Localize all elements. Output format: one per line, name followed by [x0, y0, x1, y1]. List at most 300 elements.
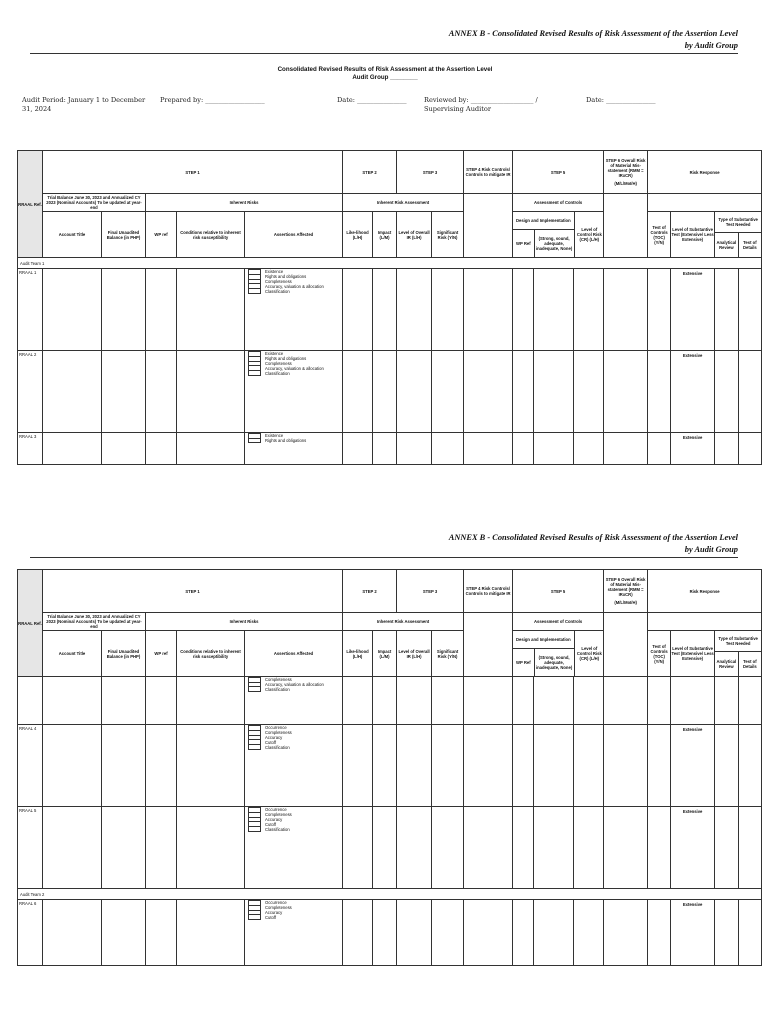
ira-header-text: Inherent Risk Assessment: [376, 200, 430, 205]
design-rating-cell[interactable]: [534, 807, 574, 889]
level-substantive-cell[interactable]: [671, 725, 715, 807]
conditions-cell[interactable]: [177, 900, 245, 966]
header-rule-2: [30, 557, 738, 558]
conditions-header-text: Conditions relative to inherent risk susceptibility: [180, 229, 241, 240]
likelihood-cell[interactable]: [343, 677, 373, 725]
inherent-risks-header-text: Inherent Risks: [229, 200, 259, 205]
toc-header: [648, 212, 671, 258]
tod-cell[interactable]: [739, 677, 762, 725]
rraal-ref-text: RRAAL 5: [19, 808, 37, 813]
assertion-checkbox[interactable]: [248, 438, 261, 444]
assertion-label: Accuracy: [265, 735, 283, 740]
date-field-1: Date: _______________: [337, 96, 407, 104]
assertion-label: Accuracy: [265, 817, 283, 822]
annex-title-line: ANNEX B - Consolidated Revised Results of Risk Assessment of the Assertion Level: [448, 29, 738, 38]
significant-risk-cell[interactable]: [432, 433, 464, 465]
account-title-header: [43, 631, 102, 677]
assertion-checkbox[interactable]: [248, 914, 261, 920]
level-substantive-cell[interactable]: [671, 351, 715, 433]
tod-cell[interactable]: [739, 900, 762, 966]
overall-ir-cell[interactable]: [397, 677, 432, 725]
conditions-header: [177, 631, 245, 677]
type-st-subheaders: [715, 631, 762, 677]
table-2-body: [18, 677, 762, 966]
trial-balance-header: [43, 613, 146, 631]
step4-cell[interactable]: [464, 433, 513, 465]
level-substantive-cell[interactable]: [671, 900, 715, 966]
rraal-ref-text: RRAAL 2: [19, 352, 37, 357]
impact-cell[interactable]: [373, 900, 397, 966]
account-title-header: [43, 212, 102, 258]
type-st-header: [715, 631, 761, 651]
toc-cell[interactable]: [648, 269, 671, 351]
design-rating-cell[interactable]: [534, 725, 574, 807]
tod-text: Test of Details: [743, 658, 757, 669]
step4-header: [464, 151, 513, 194]
assertion-label: Completeness: [265, 361, 292, 366]
impact-header: [373, 631, 397, 677]
level-cr-cell[interactable]: [574, 900, 604, 966]
tod-header: [738, 651, 761, 676]
assertion-label: Classification: [265, 745, 290, 750]
step2-header: [343, 151, 397, 194]
rraal-ref-cell: [18, 900, 43, 966]
conditions-cell[interactable]: [177, 351, 245, 433]
assertion-list: [245, 807, 342, 832]
final-unaudited-header-text: Final Unaudited Balance (in PHP): [106, 229, 141, 240]
header-row-steps: [18, 151, 762, 194]
significant-risk-header: [432, 631, 464, 677]
wp-ref5-header: [513, 229, 534, 257]
overall-ir-cell[interactable]: [397, 725, 432, 807]
design-rating-cell[interactable]: [534, 351, 574, 433]
prepared-by: Prepared by: __________________: [160, 96, 265, 104]
impact-cell[interactable]: [373, 807, 397, 889]
step4-cell[interactable]: [464, 725, 513, 807]
design-rating-cell[interactable]: [534, 269, 574, 351]
conditions-cell[interactable]: [177, 807, 245, 889]
lost-header: [671, 212, 715, 258]
step1-header: [43, 151, 343, 194]
analytical-cell[interactable]: [715, 351, 739, 433]
step5-subheaders: [513, 631, 604, 677]
overall-ir-cell[interactable]: [397, 269, 432, 351]
aoc-header: [513, 613, 604, 631]
likelihood-header-text: Like-lihood (L/H): [346, 648, 369, 659]
response-text: Extensive: [682, 727, 703, 732]
level-substantive-cell[interactable]: [671, 269, 715, 351]
design-rating-cell[interactable]: [534, 900, 574, 966]
title-line-1: Consolidated Revised Results of Risk Assessment at the Assertion Level: [277, 66, 493, 73]
assertions-header-text: Assertions Affected: [273, 232, 314, 237]
design-impl-row: [513, 212, 604, 229]
wp-ref5-cell[interactable]: [513, 351, 534, 433]
annex-group-line: by Audit Group: [684, 545, 738, 554]
conditions-header: [177, 212, 245, 258]
assertion-checkbox[interactable]: [248, 744, 261, 750]
final-unaudited-cell[interactable]: [102, 269, 146, 351]
final-unaudited-cell[interactable]: [102, 433, 146, 465]
audit-period-line-2: 31, 2024: [22, 105, 52, 113]
rraal-ref-cell: [18, 725, 43, 807]
audit-team-label: [18, 889, 762, 900]
final-unaudited-cell[interactable]: [102, 900, 146, 966]
account-title-cell[interactable]: [43, 677, 102, 725]
impact-header-text: Impact (L/M): [377, 648, 392, 659]
step6-header-text: STEP 6 Overall Risk of Material Mis-statement (RMM = IRxCR): [605, 158, 646, 178]
level-cr-cell[interactable]: [574, 269, 604, 351]
analytical-cell[interactable]: [715, 900, 739, 966]
rmm-cell[interactable]: [604, 269, 648, 351]
toc-cell[interactable]: [648, 807, 671, 889]
inherent-risks-header: [146, 613, 343, 631]
design-impl-text: Design and Implementation: [515, 636, 571, 642]
likelihood-header: [343, 631, 373, 677]
level-cr-cell[interactable]: [574, 725, 604, 807]
likelihood-cell[interactable]: [343, 725, 373, 807]
step1-header-text: STEP 1: [185, 588, 200, 594]
type-st-row: [715, 631, 761, 651]
tod-text: Test of Details: [743, 239, 757, 250]
rraal-row: [18, 433, 762, 465]
step6-scale: (M/L/MoI/H): [614, 181, 637, 186]
likelihood-header-text: Like-lihood (L/H): [346, 229, 369, 240]
annex-heading-2: [449, 532, 738, 556]
conditions-cell[interactable]: [177, 433, 245, 465]
lost-header-text: Level of Substantive Test (Extensive/ Less Extensive): [671, 646, 714, 661]
type-st-subheaders: [715, 212, 762, 258]
assertion-label: Accuracy: [265, 910, 283, 915]
checkbox-column: [245, 351, 261, 376]
significant-risk-cell[interactable]: [432, 725, 464, 807]
wp-ref5-text: WP Ref: [516, 240, 531, 246]
rmm-cell[interactable]: [604, 433, 648, 465]
toc-cell[interactable]: [648, 351, 671, 433]
level-cr-header: [574, 212, 604, 257]
step5-subheaders: [513, 212, 604, 258]
response-text: Extensive: [682, 809, 703, 814]
checkbox-column: [245, 725, 261, 750]
type-st-text: Type of Substantive Test Needed: [718, 635, 758, 646]
type-st-subtable: [715, 212, 761, 257]
table-1-body: [18, 258, 762, 465]
trial-balance-header-text: Trial Balance June 30, 2023 and Annualized CY 2023 (Nominal Accounts) To be updated at year-end: [46, 195, 142, 210]
assertions-cell: [245, 433, 343, 465]
step2-header: [343, 570, 397, 613]
wp-ref-cell[interactable]: [146, 807, 177, 889]
impact-cell[interactable]: [373, 351, 397, 433]
rmm-cell[interactable]: [604, 807, 648, 889]
assertions-cell: [245, 900, 343, 966]
step2-header-text: STEP 2: [362, 169, 377, 175]
final-unaudited-cell[interactable]: [102, 677, 146, 725]
rmm-cell[interactable]: [604, 900, 648, 966]
impact-header: [373, 212, 397, 258]
date-field-2: Date: _______________: [586, 96, 656, 104]
rraal-row: [18, 900, 762, 966]
overall-ir-cell[interactable]: [397, 351, 432, 433]
assertion-label: Rights and obligations: [265, 438, 307, 443]
ar-tod-row: [715, 651, 761, 676]
step5-header: [513, 151, 604, 194]
account-title-header-text: Account Title: [58, 651, 86, 656]
assertion-label: Existence: [265, 433, 284, 438]
assertion-labels: [261, 677, 342, 692]
level-cr-header: [574, 631, 604, 676]
assertion-labels: [261, 900, 342, 920]
design-impl-row: [513, 631, 604, 648]
design-impl-text: Design and Implementation: [515, 217, 571, 223]
step1-header: [43, 570, 343, 613]
rmm-cell[interactable]: [604, 725, 648, 807]
step5-header-text: STEP 5: [550, 588, 566, 594]
strong-text: (Strong, sound, adequate, inadequate, None): [535, 235, 573, 251]
type-st-text: Type of Substantive Test Needed: [718, 216, 758, 227]
final-unaudited-cell[interactable]: [102, 351, 146, 433]
rraal-ref-text: RRAAL 4: [19, 726, 37, 731]
wp-ref-header-text: WP ref: [154, 651, 168, 656]
final-unaudited-header: [102, 631, 146, 677]
assertion-labels: [261, 433, 342, 443]
wp-ref5-cell[interactable]: [513, 900, 534, 966]
wp-ref-cell[interactable]: [146, 433, 177, 465]
account-title-cell[interactable]: [43, 807, 102, 889]
assertion-label: Accuracy, valuation & allocation: [265, 682, 324, 687]
annex-group-line: by Audit Group: [684, 41, 738, 50]
risk-response-blank: [648, 613, 762, 631]
wp-ref-cell[interactable]: [146, 725, 177, 807]
significant-risk-header-text: Significant Risk (Y/N): [436, 648, 459, 659]
assertion-label: Completeness: [265, 812, 292, 817]
inherent-risks-header-text: Inherent Risks: [229, 619, 259, 624]
tod-cell[interactable]: [739, 269, 762, 351]
tod-cell[interactable]: [739, 351, 762, 433]
significant-risk-cell[interactable]: [432, 807, 464, 889]
step6-scale: (M/L/MoI/H): [614, 600, 637, 605]
overall-ir-header-text: Level of Overall IR (L/H): [398, 229, 430, 240]
analytical-header: [715, 651, 738, 676]
rraal-ref-header: [18, 570, 43, 677]
level-cr-cell[interactable]: [574, 433, 604, 465]
assertion-labels: [261, 351, 342, 376]
likelihood-cell[interactable]: [343, 269, 373, 351]
assertion-label: Existence: [265, 269, 284, 274]
assertion-checkbox[interactable]: [248, 370, 261, 376]
audit-team-row: [18, 258, 762, 269]
rraal-ref-cell: [18, 351, 43, 433]
audit-period-line-1: Audit Period: January 1 to December: [22, 96, 146, 104]
conditions-cell[interactable]: [177, 677, 245, 725]
level-substantive-cell[interactable]: [671, 677, 715, 725]
rraal-ref-cell: [18, 433, 43, 465]
rraal-ref-header: [18, 151, 43, 258]
significant-risk-cell[interactable]: [432, 900, 464, 966]
audit-team-row: [18, 889, 762, 900]
level-cr-cell[interactable]: [574, 351, 604, 433]
wp-ref-cell[interactable]: [146, 269, 177, 351]
analytical-text: Analytical Review: [716, 658, 737, 669]
type-st-row: [715, 212, 761, 232]
impact-cell[interactable]: [373, 269, 397, 351]
step2-header-text: STEP 2: [362, 588, 377, 594]
likelihood-cell[interactable]: [343, 433, 373, 465]
step4-cell[interactable]: [464, 677, 513, 725]
wp-ref-cell[interactable]: [146, 900, 177, 966]
assertion-label: Accuracy, valuation & allocation: [265, 284, 324, 289]
final-unaudited-cell[interactable]: [102, 807, 146, 889]
checkbox-column: [245, 433, 261, 443]
step4-cell[interactable]: [464, 900, 513, 966]
wp-ref-cell[interactable]: [146, 351, 177, 433]
trial-balance-header: [43, 194, 146, 212]
significant-risk-cell[interactable]: [432, 351, 464, 433]
step4-header-text: STEP 4 Risk Controls/ Controls to mitigate IR: [465, 167, 511, 177]
rraal-row: [18, 269, 762, 351]
analytical-cell[interactable]: [715, 725, 739, 807]
audit-team-label-text: Audit Team 2: [20, 891, 45, 897]
assertions-header-text: Assertions Affected: [273, 651, 314, 656]
risk-response-header-text: Risk Response: [689, 169, 720, 175]
checkbox-column: [245, 900, 261, 920]
reviewed-by-line: Reviewed by: ___________________ /: [424, 96, 538, 104]
assertion-label: Occurrence: [265, 725, 287, 730]
account-title-cell[interactable]: [43, 900, 102, 966]
overall-ir-cell[interactable]: [397, 433, 432, 465]
step4-cell[interactable]: [464, 807, 513, 889]
assertions-cell: [245, 807, 343, 889]
overall-ir-header: [397, 212, 432, 258]
risk-assessment-table-1: [17, 150, 762, 465]
wp-ref-cell[interactable]: [146, 677, 177, 725]
rraal-row: [18, 351, 762, 433]
analytical-cell[interactable]: [715, 677, 739, 725]
account-title-cell[interactable]: [43, 725, 102, 807]
level-cr-cell[interactable]: [574, 677, 604, 725]
wp-ref5-cell[interactable]: [513, 433, 534, 465]
tod-cell[interactable]: [739, 433, 762, 465]
rraal-ref-text: RRAAL 6: [19, 901, 37, 906]
toc-cell[interactable]: [648, 725, 671, 807]
assertion-label: Accuracy, valuation & allocation: [265, 366, 324, 371]
analytical-cell[interactable]: [715, 433, 739, 465]
step3-header: [397, 570, 464, 613]
analytical-cell[interactable]: [715, 269, 739, 351]
assertion-label: Classification: [265, 289, 290, 294]
impact-cell[interactable]: [373, 433, 397, 465]
assertion-checkbox[interactable]: [248, 288, 261, 294]
wp-ref5-cell[interactable]: [513, 807, 534, 889]
assertion-labels: [261, 725, 342, 750]
risk-response-header: [648, 151, 762, 194]
final-unaudited-cell[interactable]: [102, 725, 146, 807]
strong-header: [534, 229, 574, 257]
toc-cell[interactable]: [648, 677, 671, 725]
assertion-list: [245, 269, 342, 294]
rraal-ref-cell: [18, 269, 43, 351]
impact-cell[interactable]: [373, 725, 397, 807]
likelihood-cell[interactable]: [343, 351, 373, 433]
tod-cell[interactable]: [739, 725, 762, 807]
step5-header-text: STEP 5: [550, 169, 566, 175]
design-rating-cell[interactable]: [534, 677, 574, 725]
level-cr-cell[interactable]: [574, 807, 604, 889]
step6-blank: [604, 613, 648, 677]
assertions-header: [245, 631, 343, 677]
wp-ref-header: [146, 212, 177, 258]
reviewed-by: [424, 96, 538, 114]
assertion-checkbox[interactable]: [248, 826, 261, 832]
table-1-header: [18, 151, 762, 258]
final-unaudited-header: [102, 212, 146, 258]
assertion-label: Existence: [265, 351, 284, 356]
wp-ref5-cell[interactable]: [513, 269, 534, 351]
rmm-cell[interactable]: [604, 677, 648, 725]
rraal-row: [18, 725, 762, 807]
significant-risk-cell[interactable]: [432, 677, 464, 725]
wp-ref5-cell[interactable]: [513, 725, 534, 807]
tod-cell[interactable]: [739, 807, 762, 889]
toc-cell[interactable]: [648, 900, 671, 966]
assertion-label: Classification: [265, 827, 290, 832]
significant-risk-cell[interactable]: [432, 269, 464, 351]
conditions-cell[interactable]: [177, 269, 245, 351]
assertion-labels: [261, 807, 342, 832]
level-cr-text: Level of Control Risk (CR) (L/H): [576, 646, 602, 661]
assertion-label: Occurrence: [265, 807, 287, 812]
overall-ir-header-text: Level of Overall IR (L/H): [398, 648, 430, 659]
level-substantive-cell[interactable]: [671, 433, 715, 465]
impact-cell[interactable]: [373, 677, 397, 725]
account-title-cell[interactable]: [43, 433, 102, 465]
likelihood-cell[interactable]: [343, 900, 373, 966]
risk-response-header: [648, 570, 762, 613]
ira-header-text: Inherent Risk Assessment: [376, 619, 430, 624]
assertion-list: [245, 677, 342, 692]
step4-cell[interactable]: [464, 269, 513, 351]
analytical-text: Analytical Review: [716, 239, 737, 250]
likelihood-cell[interactable]: [343, 807, 373, 889]
document-title: [230, 66, 540, 82]
assertion-checkbox[interactable]: [248, 686, 261, 692]
design-rating-cell[interactable]: [534, 433, 574, 465]
account-title-cell[interactable]: [43, 351, 102, 433]
analytical-cell[interactable]: [715, 807, 739, 889]
overall-ir-cell[interactable]: [397, 900, 432, 966]
rraal-ref-header-text: RRAAL Ref.: [18, 201, 42, 207]
checkbox-column: [245, 677, 261, 692]
wp-ref5-text: WP Ref: [516, 659, 531, 665]
response-text: Extensive: [682, 353, 703, 358]
wp-ref-header-text: WP ref: [154, 232, 168, 237]
overall-ir-cell[interactable]: [397, 807, 432, 889]
assertion-label: Cutoff: [265, 822, 277, 827]
level-substantive-cell[interactable]: [671, 807, 715, 889]
conditions-cell[interactable]: [177, 725, 245, 807]
toc-cell[interactable]: [648, 433, 671, 465]
assertion-labels: [261, 269, 342, 294]
rmm-cell[interactable]: [604, 351, 648, 433]
wp-ref5-cell[interactable]: [513, 677, 534, 725]
strong-header: [534, 648, 574, 676]
assertions-cell: [245, 269, 343, 351]
step4-cell[interactable]: [464, 351, 513, 433]
account-title-cell[interactable]: [43, 269, 102, 351]
likelihood-header: [343, 212, 373, 258]
risk-assessment-table-2: [17, 569, 762, 966]
assertion-list: [245, 900, 342, 920]
step6-header: [604, 570, 648, 613]
assertion-label: Rights and obligations: [265, 274, 307, 279]
